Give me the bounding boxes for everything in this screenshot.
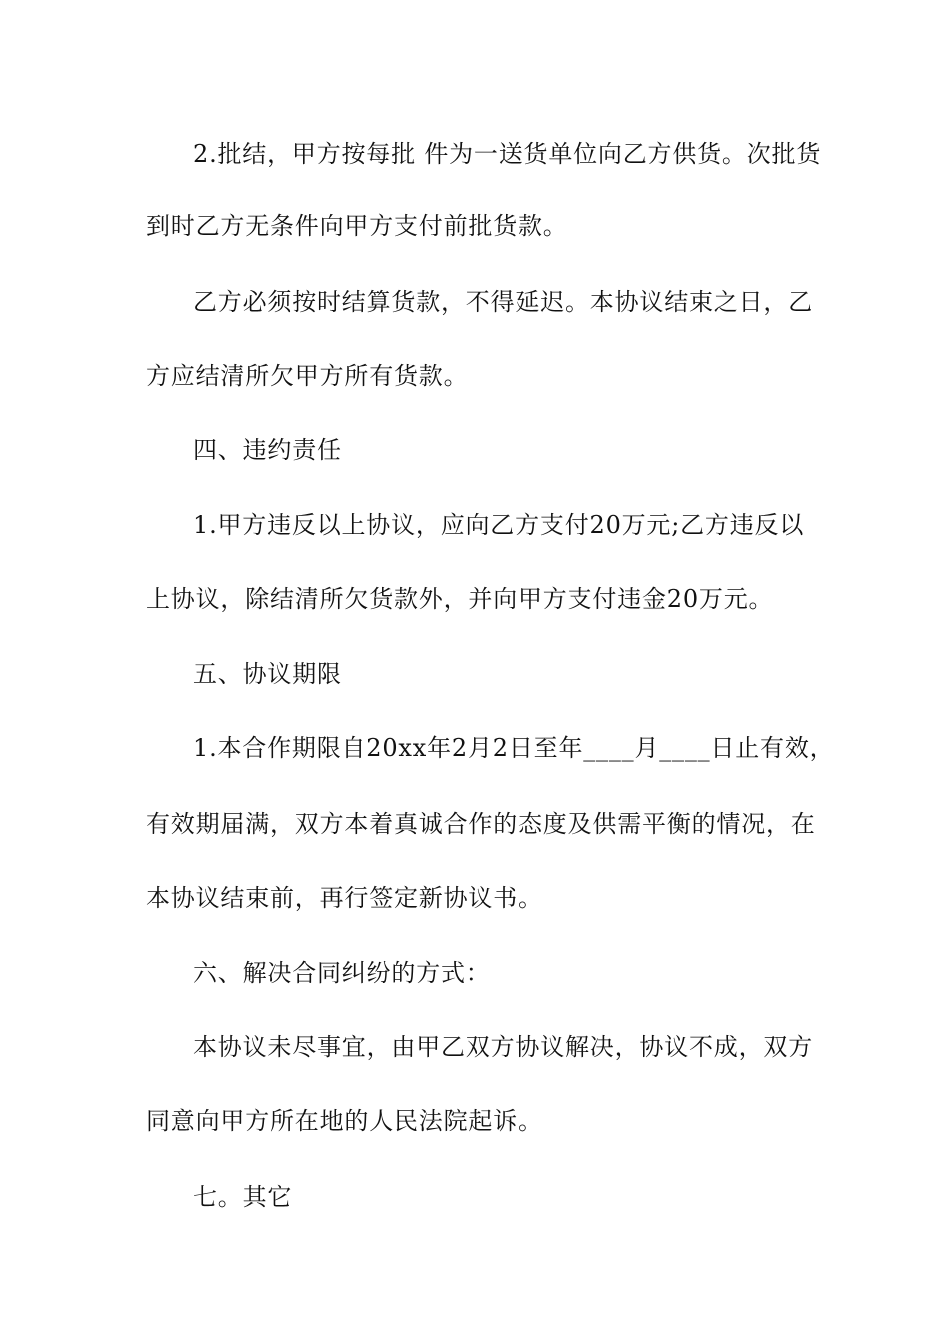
paragraph-line: 2.批结，甲方按每批 件为一送货单位向乙方供货。次批货 [193, 140, 822, 168]
paragraph-line: 1.本合作期限自20xx年2月2日至年____月____日止有效， [193, 734, 835, 762]
section-heading: 六、解决合同纠纷的方式： [193, 959, 491, 987]
paragraph-line: 本协议结束前，再行签定新协议书。 [146, 884, 543, 912]
paragraph-line: 同意向甲方所在地的人民法院起诉。 [146, 1107, 543, 1135]
paragraph-line: 到时乙方无条件向甲方支付前批货款。 [146, 212, 568, 240]
paragraph-line: 方应结清所欠甲方所有货款。 [146, 362, 469, 390]
paragraph-line: 本协议未尽事宜，由甲乙双方协议解决，协议不成，双方 [193, 1033, 813, 1061]
section-heading: 四、违约责任 [193, 436, 342, 464]
section-heading: 七。其它 [193, 1183, 293, 1211]
section-heading: 五、协议期限 [193, 660, 342, 688]
paragraph-line: 有效期届满，双方本着真诚合作的态度及供需平衡的情况，在 [146, 810, 816, 838]
paragraph-line: 乙方必须按时结算货款，不得延迟。本协议结束之日，乙 [193, 288, 813, 316]
paragraph-line: 1.甲方违反以上协议，应向乙方支付20万元;乙方违反以 [193, 511, 805, 539]
paragraph-line: 上协议，除结清所欠货款外，并向甲方支付违金20万元。 [146, 585, 774, 613]
